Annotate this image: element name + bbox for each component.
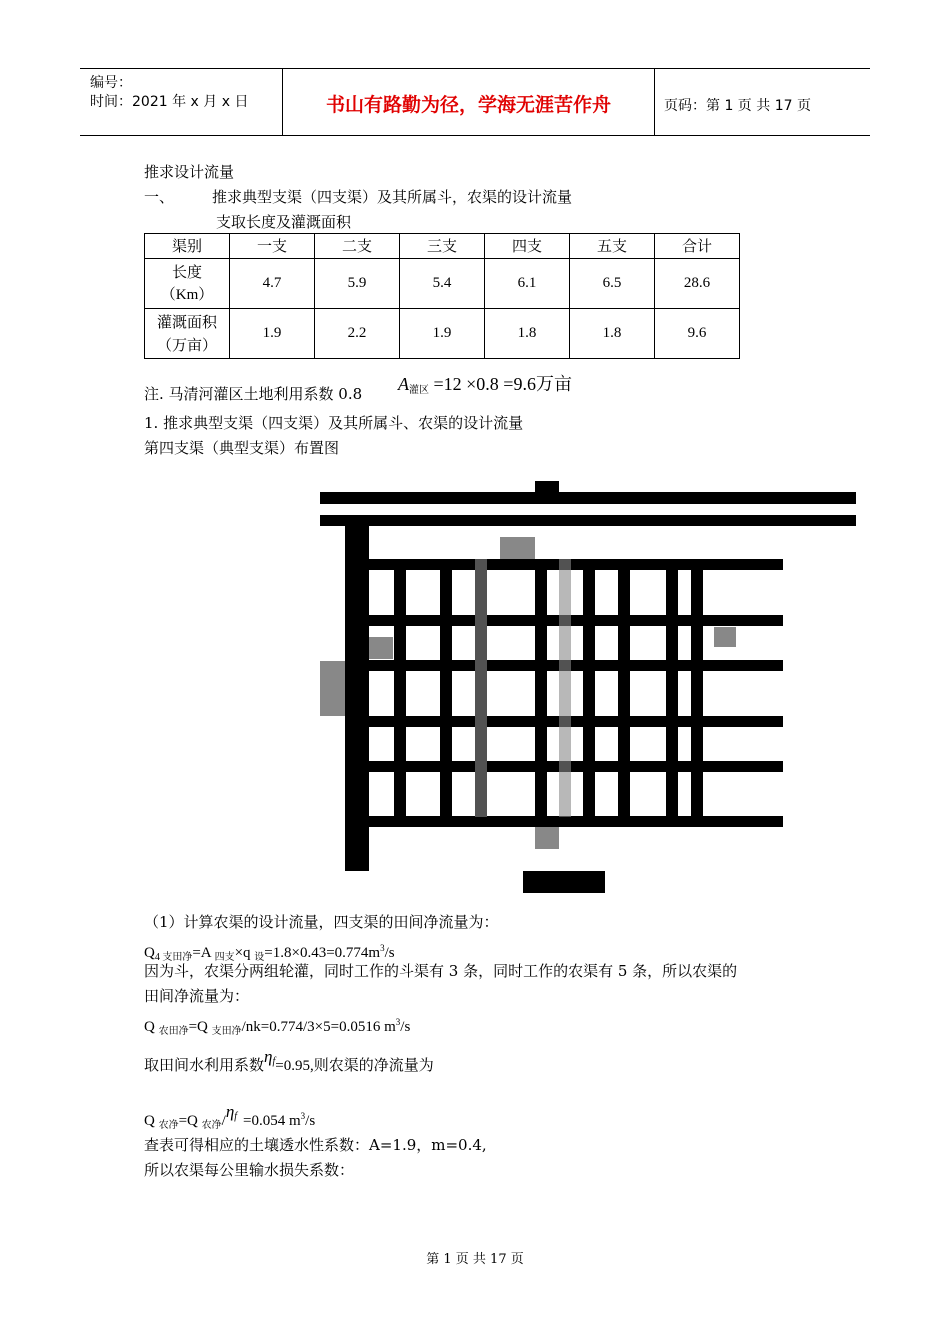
table-row-label [145,259,230,309]
field-canal [666,559,678,817]
eq-text: Q [144,945,155,961]
soil-coefficients: 查表可得相应的土壤透水性系数：A=1.9，m=0.4, [144,1136,487,1154]
table-header-cell: 五支 [570,234,655,259]
header-divider-right [654,68,655,135]
eq-text: =Q [188,1019,212,1035]
gate-marker [500,537,535,559]
field-efficiency-line [144,1047,434,1078]
table-header-cell: 三支 [400,234,485,259]
eq-text: Q [144,1113,159,1129]
field-canal-shade [475,559,487,817]
gate-marker [369,637,393,659]
land-use-note: 注. 马清河灌区土地利用系数 0.8 [144,385,363,403]
eq-text: / [221,1113,226,1129]
eq-sub: 设 [254,952,265,963]
lateral-canal [369,716,783,727]
field-canal [583,559,595,817]
row-label-line2: （万亩） [156,335,217,354]
section-title: 推求设计流量 [144,163,235,181]
header-page-info: 页码：第 1 页 共 17 页 [664,98,811,114]
loss-coefficient-intro: 所以农渠每公里输水损失系数： [144,1161,355,1179]
table-cell: 5.4 [400,259,485,309]
table-header-cell: 二支 [315,234,400,259]
eq-sub: 农净 [158,1120,179,1131]
eq-text: /s [384,945,395,961]
irrigated-area-formula [398,370,572,396]
eq-sup: 3 [380,943,385,953]
table-cell: 5.9 [315,259,400,309]
table-header-cell: 合计 [655,234,740,259]
table-cell: 6.5 [570,259,655,309]
lateral-canal [369,559,783,570]
field-canal-shade [559,559,571,817]
eq-sup: 3 [395,1017,401,1027]
lateral-canal [369,761,783,772]
table-caption: 支取长度及灌溉面积 [216,213,352,231]
table-cell: 1.8 [570,309,655,359]
eq-sub: 农田净 [158,1026,189,1037]
table-cell: 6.1 [485,259,570,309]
header-top-rule [80,68,870,69]
equation-farm-net-flow [144,1102,316,1133]
table-cell: 1.9 [400,309,485,359]
table-header-cell: 渠别 [145,234,230,259]
table-header-cell: 一支 [230,234,315,259]
eq-sub: 4 支田净 [154,952,193,963]
row-label-line1: 灌溉面积 [156,312,217,331]
header-time: 时间：2021 年 x 月 x 日 [90,94,249,110]
figure-caption: 第四支渠（典型支渠）布置图 [144,439,340,457]
gate-marker [714,627,736,647]
table-cell: 1.8 [485,309,570,359]
table-row-label [145,309,230,359]
step1-title: 1. 推求典型支渠（四支渠）及其所属斗、农渠的设计流量 [144,414,524,432]
eq-text: /nk=0.774/3×5=0.0516 m [241,1019,396,1035]
table-header-cell: 四支 [485,234,570,259]
formula-rest: =12 ×0.8 =9.6万亩 [433,374,572,394]
area-table [144,233,740,359]
lateral-canal [369,660,783,671]
field-canal [535,559,547,817]
main-canal-marker [535,481,559,492]
gate-marker [535,827,559,849]
header-motto: 书山有路勤为径，学海无涯苦作舟 [325,94,611,116]
eq-text: Q [144,1019,159,1035]
eta-symbol: η [264,1047,273,1066]
eq-sub: 四支 [214,952,235,963]
main-canal-upper [320,492,856,504]
formula-a: A [398,374,409,394]
field-canal [691,559,703,817]
row-label-line2: （Km） [160,286,214,303]
eq-text: =0.054 m [243,1113,301,1129]
eq-text: ×q [234,945,255,961]
eta-sub: f [234,1111,238,1122]
eq-text: =Q [178,1113,202,1129]
header-number-label: 编号： [90,75,132,91]
canal-layout-diagram [320,481,860,896]
main-canal-lower [320,515,856,526]
side-marker [320,661,345,716]
table-cell: 28.6 [655,259,740,309]
eq-sub: 农净 [201,1120,222,1131]
table-cell: 2.2 [315,309,400,359]
field-canal [394,559,406,817]
formula-sub: 灌区 [409,385,429,396]
lateral-canal [369,816,783,827]
rotation-explanation-cont: 田间净流量为： [144,987,250,1005]
rotation-explanation: 因为斗，农渠分两组轮灌，同时工作的斗渠有 3 条，同时工作的农渠有 5 条，所以农渠的 [144,962,738,980]
item1-number: 一、 [144,188,175,206]
eq-text: =0.95,则农渠的净流量为 [275,1058,434,1074]
table-row [145,309,740,359]
equation-farm-field-flow [144,1012,410,1039]
eq-sup: 3 [300,1111,306,1121]
eq-text: 取田间水利用系数 [144,1056,265,1074]
eq-text: =A [192,945,215,961]
branch-canal-4 [345,526,369,871]
page-footer: 第 1 页 共 17 页 [426,1252,524,1267]
item1-text: 推求典型支渠（四支渠）及其所属斗，农渠的设计流量 [212,188,573,206]
header-bottom-rule [80,135,870,136]
row-label-line1: 长度 [171,262,202,281]
table-cell: 4.7 [230,259,315,309]
table-cell: 1.9 [230,309,315,359]
eta-sub: f [272,1056,276,1067]
outlet-block [523,871,605,893]
calc-intro: （1）计算农渠的设计流量，四支渠的田间净流量为： [144,913,499,931]
eta-symbol: η [225,1102,235,1121]
lateral-canal [369,615,783,626]
table-header-row [145,234,740,259]
field-canal [618,559,630,817]
table-row [145,259,740,309]
eq-text: /s [305,1113,316,1129]
table-cell: 9.6 [655,309,740,359]
eq-text: /s [400,1019,411,1035]
eq-text: =1.8×0.43=0.774m [264,945,381,961]
eq-sub: 支田净 [211,1026,242,1037]
field-canal [440,559,452,817]
